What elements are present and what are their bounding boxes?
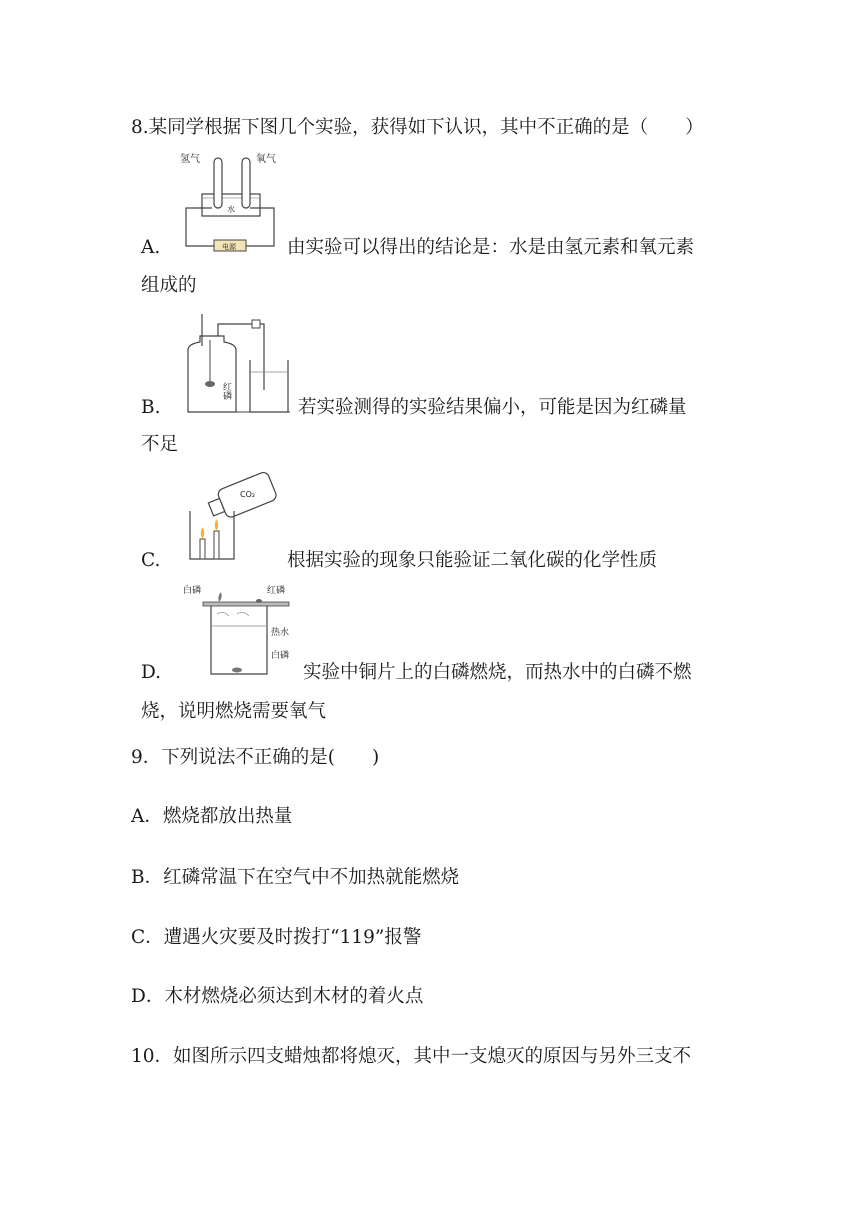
option-b-letter: B. bbox=[141, 397, 161, 418]
hot-water-label: 热水 bbox=[271, 628, 290, 638]
water-label: 水 bbox=[227, 205, 235, 214]
option-c-text-line1: 根据实验的现象只能验证二氧化碳的化学性质 bbox=[287, 550, 658, 571]
option-d-text-line1: 实验中铜片上的白磷燃烧，而热水中的白磷不燃 bbox=[303, 662, 692, 683]
option-a-letter: A. bbox=[141, 237, 161, 258]
q9-option-d: D．木材燃烧必须达到木材的着火点 bbox=[131, 986, 424, 1007]
question-10-stem: 10．如图所示四支蜡烛都将熄灭，其中一支熄灭的原因与另外三支不 bbox=[131, 1046, 692, 1067]
q9-option-c: C．遭遇火灾要及时拨打“119”报警 bbox=[131, 927, 422, 948]
combustion-conditions-figure bbox=[181, 580, 295, 680]
red-phosphorus-label: 红磷 bbox=[221, 382, 231, 400]
power-label: 电源 bbox=[222, 243, 236, 251]
option-a-text-line2: 组成的 bbox=[141, 275, 197, 296]
q9-option-b: B．红磷常温下在空气中不加热就能燃烧 bbox=[131, 867, 460, 888]
q9-option-a: A．燃烧都放出热量 bbox=[131, 806, 293, 827]
question-9-stem: 9．下列说法不正确的是( ) bbox=[131, 747, 380, 768]
hydrogen-label: 氢气 bbox=[180, 154, 200, 165]
option-b-text-line2: 不足 bbox=[141, 434, 179, 455]
option-c-letter: C. bbox=[141, 550, 161, 571]
co2-label: CO₂ bbox=[240, 490, 256, 499]
option-a-text-line1: 由实验可以得出的结论是：水是由氢元素和氧元素 bbox=[287, 237, 695, 258]
co2-candle-figure bbox=[184, 467, 282, 565]
option-b-text-line1: 若实验测得的实验结果偏小，可能是因为红磷量 bbox=[298, 397, 687, 418]
option-d-letter: D. bbox=[141, 662, 162, 683]
white-phosphorus-top-label: 白磷 bbox=[183, 586, 202, 596]
option-d-text-line2: 烧，说明燃烧需要氧气 bbox=[141, 701, 327, 722]
white-phosphorus-bottom-label: 白磷 bbox=[271, 651, 290, 661]
oxygen-label: 氧气 bbox=[256, 154, 276, 165]
question-8-stem: 8.某同学根据下图几个实验，获得如下认识，其中不正确的是（ ） bbox=[131, 117, 704, 138]
electrolysis-figure bbox=[176, 150, 286, 252]
red-phosphorus-label-d: 红磷 bbox=[267, 586, 286, 596]
phosphorus-oxygen-figure bbox=[180, 310, 292, 414]
